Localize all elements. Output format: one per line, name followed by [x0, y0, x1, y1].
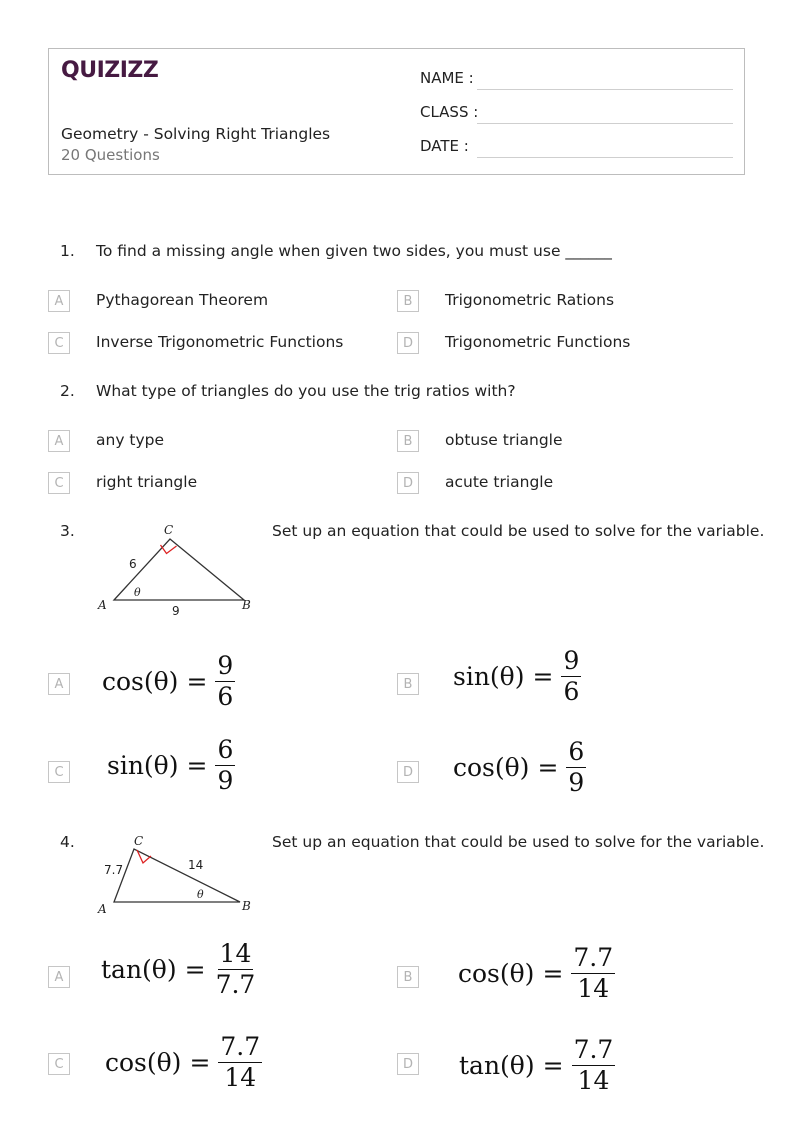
option-b-text[interactable]: Trigonometric Rations [445, 291, 615, 309]
name-line[interactable] [477, 89, 733, 90]
question-text: What type of triangles do you use the trig ratios with? [96, 382, 516, 400]
side-label: 6 [129, 557, 137, 571]
question-text: To find a missing angle when given two sides, you must use ______ [96, 242, 612, 260]
option-c-box[interactable]: C [48, 761, 70, 783]
equals-sign: = [184, 955, 206, 985]
fraction [561, 648, 581, 706]
triangle-figure [94, 828, 260, 920]
name-label: NAME : [420, 69, 474, 87]
option-a-box[interactable]: A [48, 966, 70, 988]
equals-sign: = [186, 667, 208, 697]
fraction [571, 945, 615, 1003]
equation-lhs: cos(θ) [105, 1048, 182, 1078]
question-text: Set up an equation that could be used to solve for the variable. [272, 833, 765, 851]
option-a-text[interactable]: Pythagorean Theorem [96, 291, 269, 309]
option-b-text[interactable]: obtuse triangle [445, 431, 563, 449]
denominator: 7.7 [215, 970, 256, 1000]
option-a-box[interactable]: A [48, 430, 70, 452]
equation-lhs: cos(θ) [453, 753, 530, 783]
date-line[interactable] [477, 157, 733, 158]
option-c-box[interactable]: C [48, 1053, 70, 1075]
denominator: 6 [563, 677, 580, 707]
vertex-label: A [98, 598, 107, 612]
option-c-text[interactable]: Inverse Trigonometric Functions [96, 333, 344, 351]
option-d-equation[interactable] [459, 1037, 615, 1095]
question-text: Set up an equation that could be used to solve for the variable. [272, 522, 765, 540]
option-b-box[interactable]: B [397, 673, 419, 695]
denominator: 14 [224, 1063, 257, 1093]
option-a-text[interactable]: any type [96, 431, 165, 449]
equals-sign: = [186, 751, 208, 781]
option-b-box[interactable]: B [397, 966, 419, 988]
quizizz-logo: QUIZIZZ [61, 58, 159, 83]
question-number: 1. [60, 242, 75, 260]
option-c-equation[interactable] [107, 737, 235, 795]
question-number: 3. [60, 522, 75, 540]
equals-sign: = [542, 959, 564, 989]
option-d-box[interactable]: D [397, 332, 419, 354]
option-b-box[interactable]: B [397, 430, 419, 452]
numerator: 9 [215, 653, 235, 682]
option-b-equation[interactable] [458, 945, 615, 1003]
equation-lhs: cos(θ) [458, 959, 535, 989]
vertex-label: C [164, 523, 174, 537]
class-label: CLASS : [420, 103, 479, 121]
numerator: 6 [215, 737, 235, 766]
equation-lhs: sin(θ) [453, 662, 525, 692]
equals-sign: = [542, 1051, 564, 1081]
fraction [214, 941, 258, 999]
fraction [215, 737, 235, 795]
equals-sign: = [189, 1048, 211, 1078]
fraction [572, 1037, 616, 1095]
option-a-equation[interactable] [102, 653, 235, 711]
vertex-label: C [134, 834, 144, 848]
option-d-box[interactable]: D [397, 1053, 419, 1075]
denominator: 14 [577, 1066, 610, 1096]
option-c-equation[interactable] [105, 1034, 262, 1092]
option-d-box[interactable]: D [397, 472, 419, 494]
denominator: 9 [217, 766, 234, 796]
question-number: 2. [60, 382, 75, 400]
equation-lhs: sin(θ) [107, 751, 179, 781]
option-a-equation[interactable] [101, 941, 257, 999]
option-d-text[interactable]: Trigonometric Functions [445, 333, 631, 351]
option-d-box[interactable]: D [397, 761, 419, 783]
option-b-equation[interactable] [453, 648, 581, 706]
denominator: 6 [217, 682, 234, 712]
denominator: 14 [577, 974, 610, 1004]
worksheet-header [48, 48, 745, 175]
numerator: 7.7 [218, 1034, 262, 1063]
worksheet-title: Geometry - Solving Right Triangles [61, 125, 331, 143]
fraction [218, 1034, 262, 1092]
equation-lhs: cos(θ) [102, 667, 179, 697]
option-c-box[interactable]: C [48, 472, 70, 494]
angle-label: θ [197, 888, 204, 901]
numerator: 7.7 [572, 1037, 616, 1066]
angle-label: θ [134, 586, 141, 599]
option-d-equation[interactable] [453, 739, 586, 797]
option-c-text[interactable]: right triangle [96, 473, 198, 491]
side-label: 7.7 [104, 863, 124, 877]
side-label: 14 [188, 858, 204, 872]
vertex-label: A [98, 902, 107, 916]
option-a-box[interactable]: A [48, 290, 70, 312]
numerator: 9 [561, 648, 581, 677]
numerator: 6 [566, 739, 586, 768]
numerator: 14 [218, 941, 254, 970]
option-c-box[interactable]: C [48, 332, 70, 354]
triangle-shape [114, 849, 240, 902]
option-d-text[interactable]: acute triangle [445, 473, 554, 491]
option-a-box[interactable]: A [48, 673, 70, 695]
vertex-label: B [242, 598, 251, 612]
equation-lhs: tan(θ) [101, 955, 177, 985]
class-line[interactable] [477, 123, 733, 124]
question-count: 20 Questions [61, 146, 160, 164]
numerator: 7.7 [571, 945, 615, 974]
fraction [215, 653, 235, 711]
equals-sign: = [532, 662, 554, 692]
vertex-label: B [242, 899, 251, 913]
side-label: 9 [172, 604, 180, 618]
fraction [566, 739, 586, 797]
question-number: 4. [60, 833, 75, 851]
equals-sign: = [537, 753, 559, 783]
date-label: DATE : [420, 137, 469, 155]
triangle-figure [94, 518, 260, 622]
equation-lhs: tan(θ) [459, 1051, 535, 1081]
denominator: 9 [568, 768, 585, 798]
option-b-box[interactable]: B [397, 290, 419, 312]
